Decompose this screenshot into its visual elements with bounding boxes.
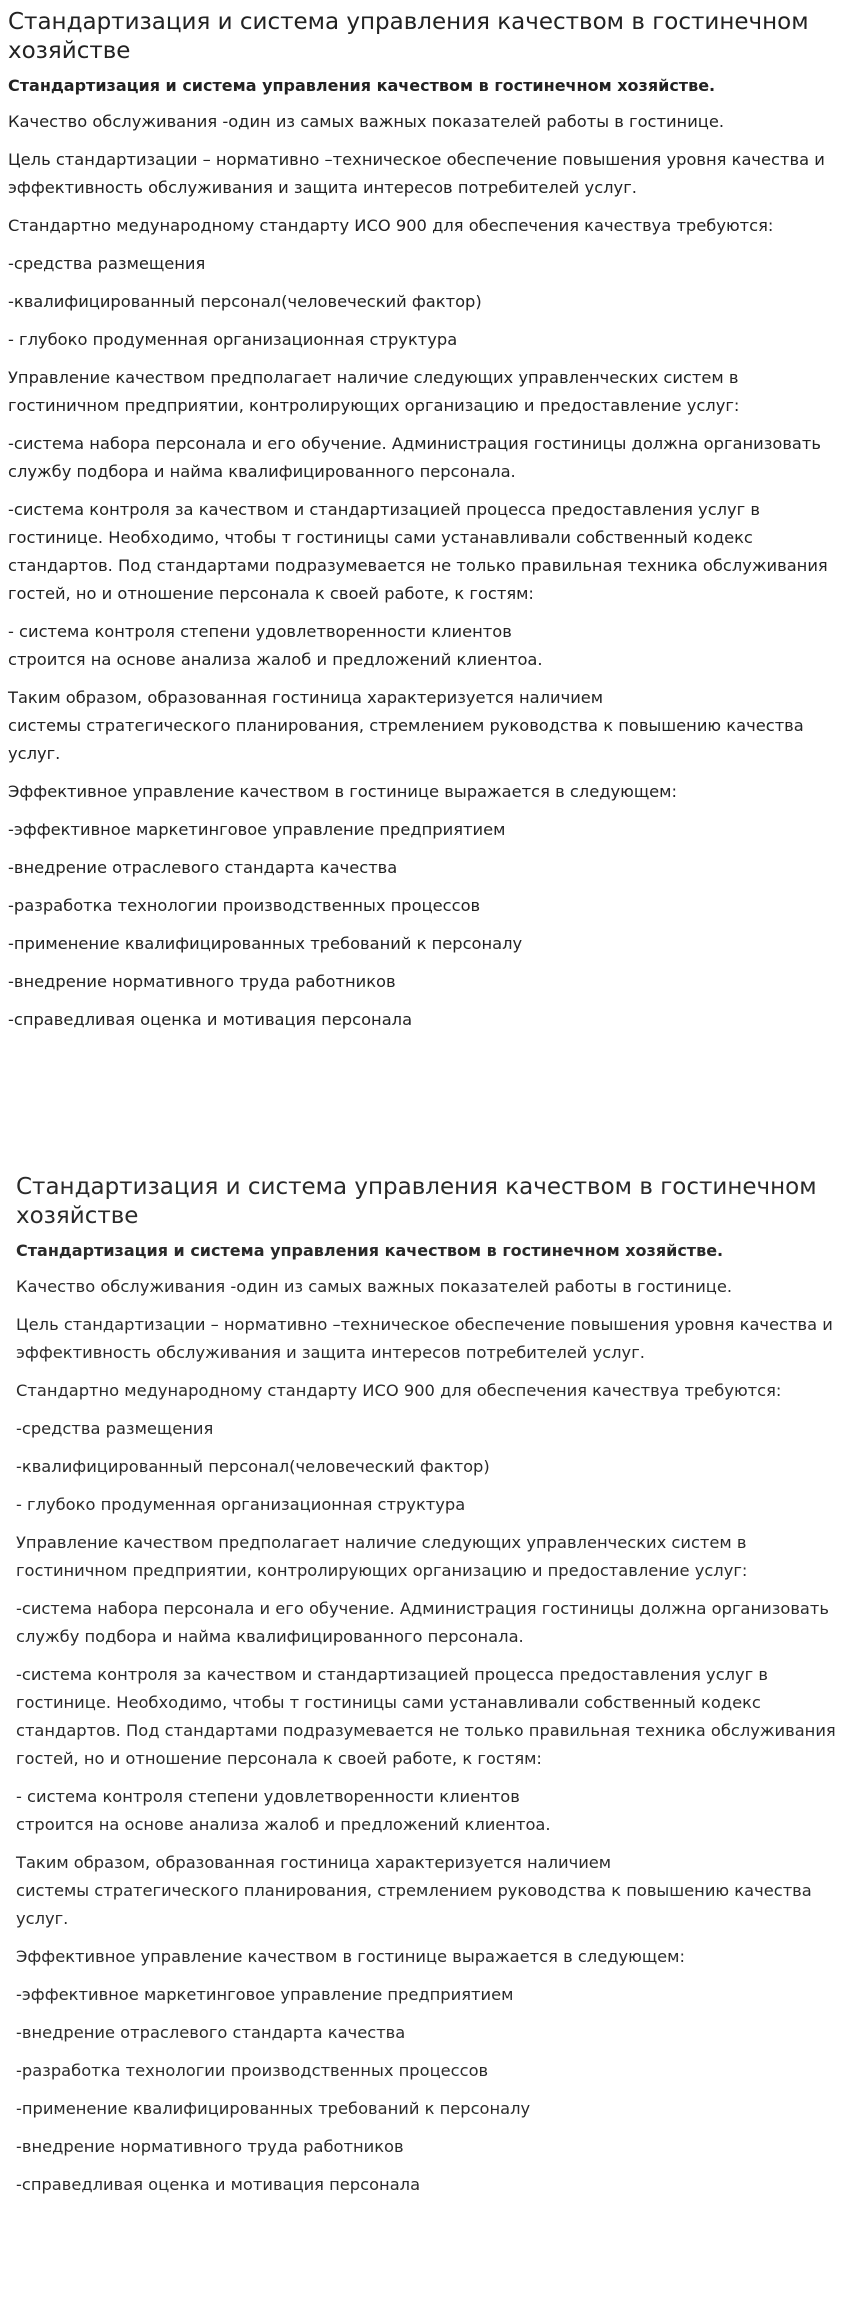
paragraph-goal: Цель стандартизации – нормативно –техническое обеспечение повышения уровня качества и эффективность обслуживания и защита интересов потребителей услуг.: [16, 1315, 833, 1362]
list-item-effective: -внедрение отраслевого стандарта качества: [16, 2023, 406, 2042]
list-item-effective: -внедрение отраслевого стандарта качества: [8, 858, 398, 877]
article-lead: Стандартизация и система управления качеством в гостинечном хозяйстве.: [8, 76, 716, 95]
paragraph-management: Управление качеством предполагает наличие следующих управленческих систем в гостиничном предприятии, контролирующих организацию и предоставление услуг:: [8, 368, 740, 415]
article-title: Стандартизация и система управления качеством в гостинечном хозяйстве: [8, 9, 809, 64]
list-item-iso: -квалифицированный персонал(человеческий фактор): [8, 292, 482, 311]
list-item-effective: -разработка технологии производственных процессов: [16, 2061, 489, 2080]
list-item-effective: -применение квалифицированных требований к персоналу: [8, 934, 523, 953]
list-item-effective: -внедрение нормативного труда работников: [16, 2137, 404, 2156]
list-item-iso: - глубоко продуменная организационная структура: [16, 1495, 466, 1514]
paragraph-hiring: -система набора персонала и его обучение. Администрация гостиницы должна организовать службу подбора и найма квалифицированного персонала.: [16, 1599, 829, 1646]
paragraph-control: -система контроля за качеством и стандартизацией процесса предоставления услуг в гостинице. Необходимо, чтобы т гостиницы сами устанавливали собственный кодекс стандартов. Под стандартами подразумевается не только правильная техника обслуживания гостей, но и отношение персонала к своей работе, к гостям:: [8, 500, 828, 603]
list-item-effective: -разработка технологии производственных процессов: [8, 896, 481, 915]
list-item-iso: -средства размещения: [16, 1419, 214, 1438]
list-item-effective: -справедливая оценка и мотивация персонала: [16, 2175, 421, 2194]
paragraph-satisfaction: - система контроля степени удовлетворенности клиентов строится на основе анализа жалоб и предложений клиентоа.: [16, 1787, 551, 1834]
list-item-iso: -средства размещения: [8, 254, 206, 273]
paragraph-conclusion: Таким образом, образованная гостиница характеризуется наличием системы стратегического планирования, стремлением руководства к повышению качества услуг.: [16, 1853, 812, 1928]
list-item-effective: -эффективное маркетинговое управление предприятием: [8, 820, 506, 839]
paragraph-effective: Эффективное управление качеством в гостинице выражается в следующем:: [8, 782, 677, 801]
list-item-iso: - глубоко продуменная организационная структура: [8, 330, 458, 349]
list-item-effective: -внедрение нормативного труда работников: [8, 972, 396, 991]
article-lead: Стандартизация и система управления качеством в гостинечном хозяйстве.: [16, 1241, 724, 1260]
paragraph-iso: Стандартно медународному стандарту ИСО 900 для обеспечения качествуа требуются:: [8, 216, 774, 235]
list-item-effective: -эффективное маркетинговое управление предприятием: [16, 1985, 514, 2004]
list-item-iso: -квалифицированный персонал(человеческий фактор): [16, 1457, 490, 1476]
paragraph-satisfaction: - система контроля степени удовлетворенности клиентов строится на основе анализа жалоб и предложений клиентоа.: [8, 622, 543, 669]
paragraph-iso: Стандартно медународному стандарту ИСО 900 для обеспечения качествуа требуются:: [16, 1381, 782, 1400]
list-item-effective: -справедливая оценка и мотивация персонала: [8, 1010, 413, 1029]
paragraph-effective: Эффективное управление качеством в гостинице выражается в следующем:: [16, 1947, 685, 1966]
article-1: [0, 0, 840, 1044]
paragraph-quality: Качество обслуживания -один из самых важных показателей работы в гостинице.: [8, 112, 725, 131]
paragraph-management: Управление качеством предполагает наличие следующих управленческих систем в гостиничном предприятии, контролирующих организацию и предоставление услуг:: [16, 1533, 748, 1580]
paragraph-control: -система контроля за качеством и стандартизацией процесса предоставления услуг в гостинице. Необходимо, чтобы т гостиницы сами устанавливали собственный кодекс стандартов. Под стандартами подразумевается не только правильная техника обслуживания гостей, но и отношение персонала к своей работе, к гостям:: [16, 1665, 836, 1768]
list-item-effective: -применение квалифицированных требований к персоналу: [16, 2099, 531, 2118]
paragraph-hiring: -система набора персонала и его обучение. Администрация гостиницы должна организовать службу подбора и найма квалифицированного персонала.: [8, 434, 821, 481]
article-2: [0, 1165, 840, 2209]
paragraph-conclusion: Таким образом, образованная гостиница характеризуется наличием системы стратегического планирования, стремлением руководства к повышению качества услуг.: [8, 688, 804, 763]
article-title: Стандартизация и система управления качеством в гостинечном хозяйстве: [16, 1174, 817, 1229]
paragraph-quality: Качество обслуживания -один из самых важных показателей работы в гостинице.: [16, 1277, 733, 1296]
paragraph-goal: Цель стандартизации – нормативно –техническое обеспечение повышения уровня качества и эффективность обслуживания и защита интересов потребителей услуг.: [8, 150, 825, 197]
